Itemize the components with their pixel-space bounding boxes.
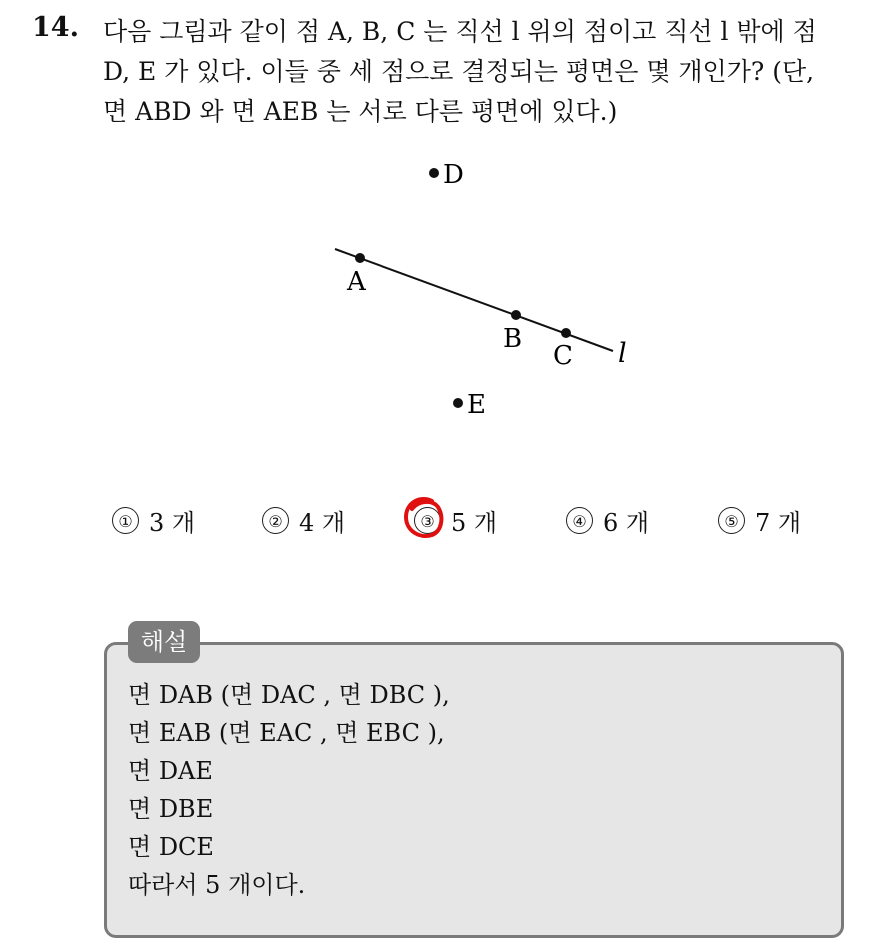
solution-text xyxy=(128,676,450,904)
choice-number: ⑤ xyxy=(718,507,745,534)
label-e: E xyxy=(467,390,486,420)
solution-line: 면 DCE xyxy=(128,833,214,861)
question-line: 다음 그림과 같이 점 A, B, C 는 직선 l 위의 점이고 직선 l 밖에 점 xyxy=(103,17,817,46)
question-number: 14. xyxy=(32,12,79,43)
choice-1[interactable] xyxy=(112,503,195,538)
choice-label: 3 개 xyxy=(149,509,196,537)
point-e xyxy=(453,398,463,408)
choice-number: ② xyxy=(262,507,289,534)
question-line: 면 ABD 와 면 AEB 는 서로 다른 평면에 있다.) xyxy=(103,97,618,126)
label-b: B xyxy=(503,324,523,354)
choice-number: ④ xyxy=(566,507,593,534)
choice-5[interactable] xyxy=(718,503,801,538)
solution-line: 면 DAE xyxy=(128,757,213,785)
question-line: D, E 가 있다. 이들 중 세 점으로 결정되는 평면은 몇 개인가? (단, xyxy=(103,57,815,86)
point-a xyxy=(355,253,365,263)
solution-line: 면 DBE xyxy=(128,795,214,823)
point-d xyxy=(429,168,439,178)
label-c: C xyxy=(553,341,573,371)
choice-2[interactable] xyxy=(262,503,345,538)
line-l xyxy=(335,249,613,351)
choice-label: 5 개 xyxy=(451,509,498,537)
solution-title: 해설 xyxy=(128,621,200,663)
point-b xyxy=(511,310,521,320)
choice-label: 4 개 xyxy=(299,509,346,537)
choice-4[interactable] xyxy=(566,503,649,538)
answer-choices xyxy=(0,503,884,543)
choice-number: ① xyxy=(112,507,139,534)
label-a: A xyxy=(347,267,366,297)
choice-3[interactable] xyxy=(414,503,497,538)
label-l: l xyxy=(618,338,627,369)
choice-label: 7 개 xyxy=(755,509,802,537)
label-d: D xyxy=(443,160,464,190)
solution-line: 따라서 5 개이다. xyxy=(128,871,306,899)
choice-label: 6 개 xyxy=(603,509,650,537)
solution-line: 면 DAB (면 DAC , 면 DBC ), xyxy=(128,681,450,709)
solution-line: 면 EAB (면 EAC , 면 EBC ), xyxy=(128,719,445,747)
choice-number: ③ xyxy=(414,507,441,534)
point-c xyxy=(561,328,571,338)
